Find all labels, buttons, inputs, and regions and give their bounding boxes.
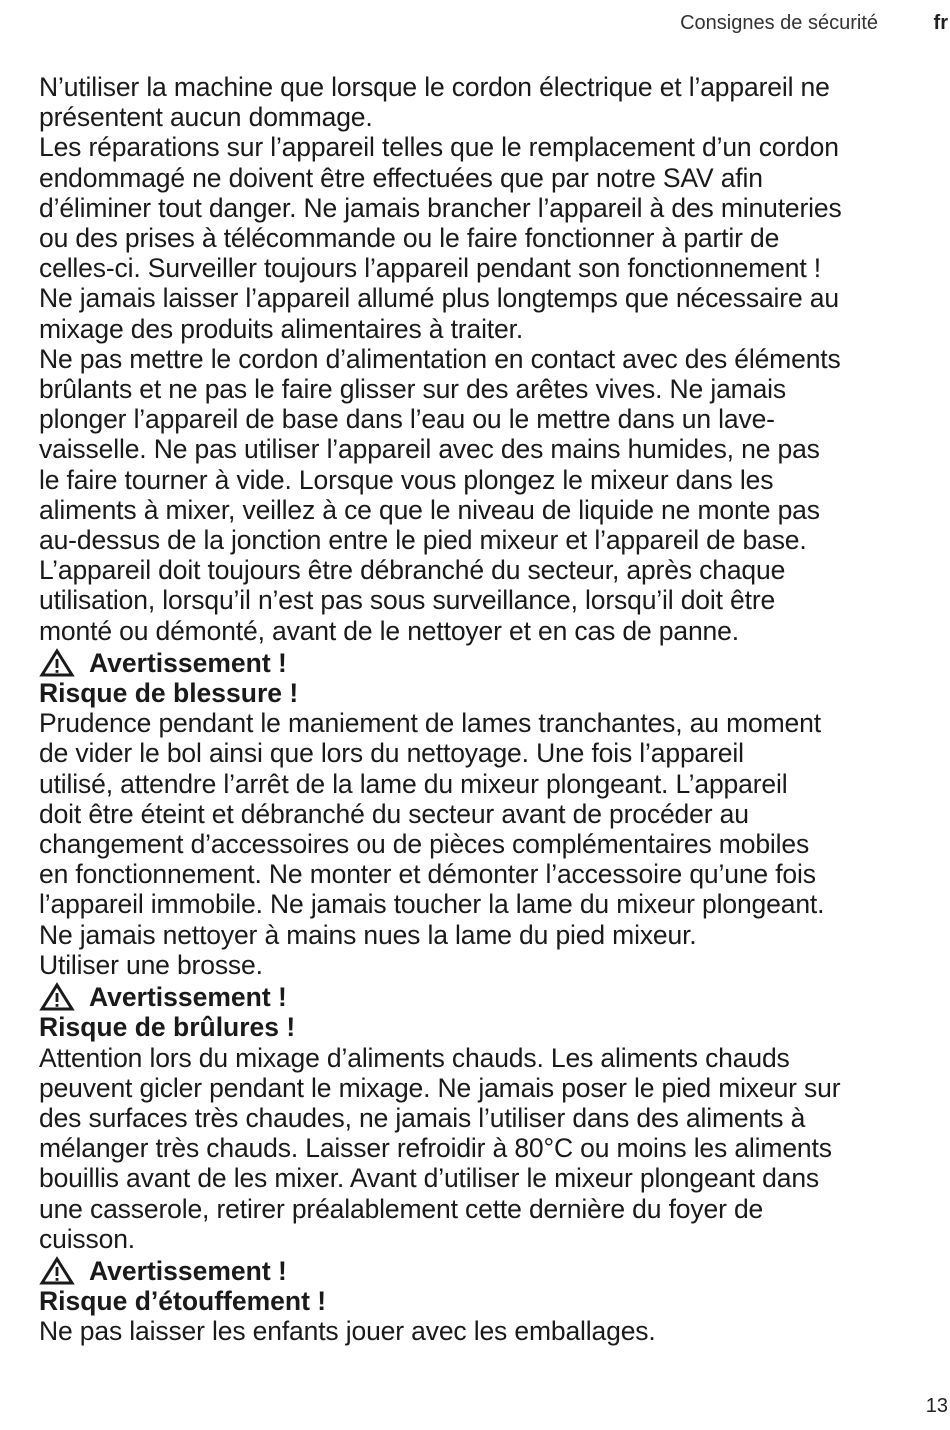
warning-suffocation <box>39 1256 945 1347</box>
text-line: mixage des produits alimentaires à traiter. <box>39 313 524 344</box>
page-number: 13 <box>925 1395 948 1417</box>
text-line: aliments à mixer, veillez à ce que le niveau de liquide ne monte pas <box>39 494 820 525</box>
text-line: mélanger très chauds. Laisser refroidir à 80°C ou moins les aliments <box>39 1133 832 1164</box>
text-line: Ne jamais laisser l’appareil allumé plus longtemps que nécessaire au <box>39 283 839 314</box>
warning-subtitle: Risque d’étouffement ! <box>39 1286 327 1317</box>
text-line: celles-ci. Surveiller toujours l’appareil pendant son fonctionnement ! <box>39 253 821 284</box>
text-line: plonger l’appareil de base dans l’eau ou le mettre dans un lave- <box>39 404 775 435</box>
text-line: présentent aucun dommage. <box>39 102 373 133</box>
warning-triangle-icon <box>39 1256 75 1286</box>
text-line: L’appareil doit toujours être débranché du secteur, après chaque <box>39 555 786 586</box>
warning-subtitle: Risque de blessure ! <box>39 678 299 709</box>
text-line: N’utiliser la machine que lorsque le cordon électrique et l’appareil ne <box>39 72 830 102</box>
text-line: le faire tourner à vide. Lorsque vous plongez le mixeur dans les <box>39 464 774 495</box>
text-line: au-dessus de la jonction entre le pied mixeur et l’appareil de base. <box>39 525 807 556</box>
text-line: l’appareil immobile. Ne jamais toucher la lame du mixeur plongeant. <box>39 889 825 920</box>
text-line: des surfaces très chaudes, ne jamais l’utiliser dans des aliments à <box>39 1102 806 1133</box>
text-line: doit être éteint et débranché du secteur avant de procéder au <box>39 798 749 829</box>
text-line: Ne pas laisser les enfants jouer avec les emballages. <box>39 1316 656 1347</box>
text-line: ou des prises à télécommande ou le faire fonctionner à partir de <box>39 223 780 254</box>
section-title: Consignes de sécurité <box>680 12 878 34</box>
text-line: changement d’accessoires ou de pièces complémentaires mobiles <box>39 829 810 860</box>
warning-title-text: Avertissement ! <box>89 1255 287 1286</box>
warning-subtitle: Risque de brûlures ! <box>39 1012 296 1043</box>
warning-text <box>39 1316 945 1346</box>
text-line: Prudence pendant le maniement de lames tranchantes, au moment <box>39 708 821 739</box>
warning-text <box>39 1043 945 1254</box>
page-header <box>0 10 950 40</box>
text-line: brûlants et ne pas le faire glisser sur des arêtes vives. Ne jamais <box>39 374 787 405</box>
text-line: cuisson. <box>39 1223 136 1254</box>
text-line: Attention lors du mixage d’aliments chauds. Les aliments chauds <box>39 1042 790 1073</box>
text-line: Utiliser une brosse. <box>39 949 263 980</box>
text-line: de vider le bol ainsi que lors du nettoyage. Une fois l’appareil <box>39 738 744 769</box>
warning-triangle-icon <box>39 982 75 1012</box>
warning-text <box>39 708 945 980</box>
text-line: Les réparations sur l’appareil telles que le remplacement d’un cordon <box>39 132 839 163</box>
text-line: Ne pas mettre le cordon d’alimentation en contact avec des éléments <box>39 343 841 374</box>
warning-title-text: Avertissement ! <box>89 982 287 1013</box>
text-line: bouillis avant de les mixer. Avant d’utiliser le mixeur plongeant dans <box>39 1163 820 1194</box>
text-line: Ne jamais nettoyer à mains nues la lame du pied mixeur. <box>39 919 697 950</box>
language-code: fr <box>933 12 948 34</box>
text-line: une casserole, retirer préalablement cette dernière du foyer de <box>39 1193 764 1224</box>
warning-title <box>39 1256 945 1286</box>
page-content <box>39 72 945 1347</box>
text-line: utilisation, lorsqu’il n’est pas sous surveillance, lorsqu’il doit être <box>39 585 776 616</box>
warning-title <box>39 982 945 1012</box>
text-line: utilisé, attendre l’arrêt de la lame du mixeur plongeant. L’appareil <box>39 768 788 799</box>
warning-burns <box>39 982 945 1254</box>
safety-paragraph <box>39 72 945 646</box>
text-line: monté ou démonté, avant de le nettoyer et en cas de panne. <box>39 615 739 646</box>
text-line: vaisselle. Ne pas utiliser l’appareil avec des mains humides, ne pas <box>39 434 820 465</box>
warning-title <box>39 648 945 678</box>
text-line: endommagé ne doivent être effectuées que par notre SAV afin <box>39 162 763 193</box>
warning-injury <box>39 648 945 980</box>
text-line: d’éliminer tout danger. Ne jamais brancher l’appareil à des minuteries <box>39 192 842 223</box>
text-line: peuvent gicler pendant le mixage. Ne jamais poser le pied mixeur sur <box>39 1072 841 1103</box>
warning-title-text: Avertissement ! <box>89 647 287 678</box>
warning-triangle-icon <box>39 648 75 678</box>
text-line: en fonctionnement. Ne monter et démonter l’accessoire qu’une fois <box>39 859 816 890</box>
